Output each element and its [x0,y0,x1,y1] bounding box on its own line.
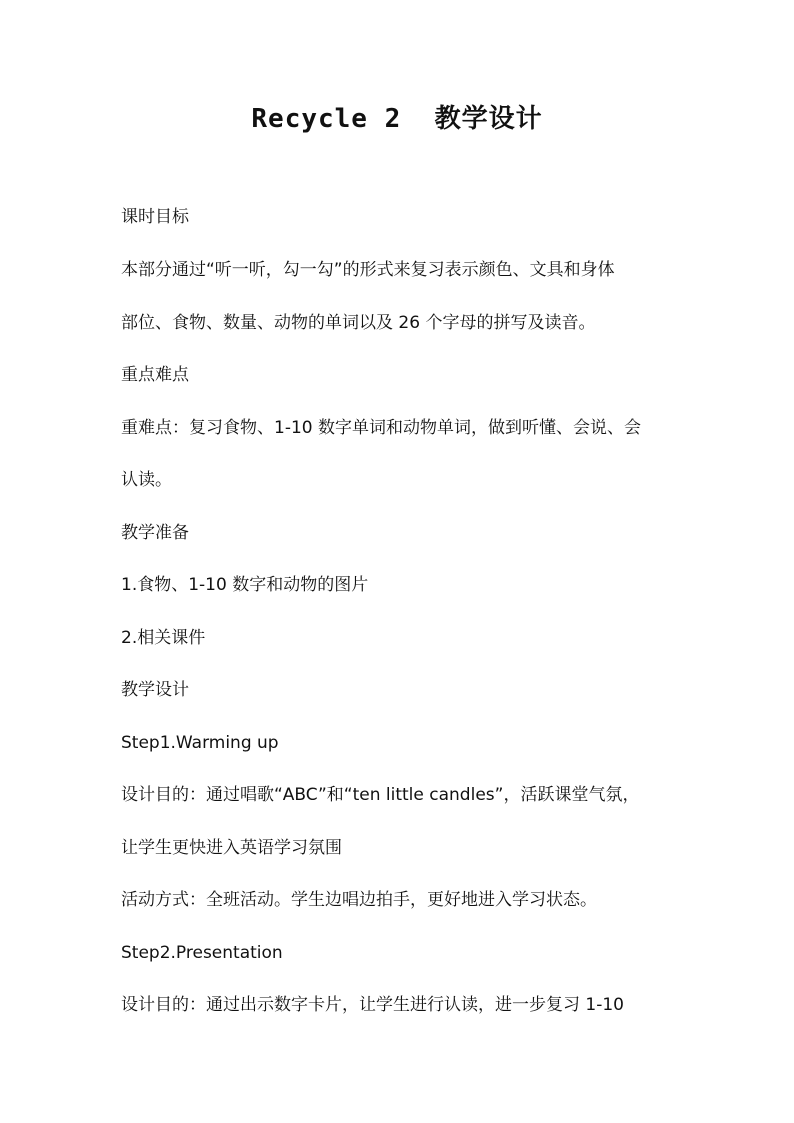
title-chinese: 教学设计 [434,104,543,134]
section-heading-design: 教学设计 [121,680,189,700]
section-heading-key-points: 重点难点 [121,365,189,385]
step-heading: Step2.Presentation [121,943,283,963]
paragraph-line: 认读。 [121,470,172,490]
paragraph-line: 让学生更快进入英语学习氛围 [121,838,342,858]
paragraph-line: 部位、食物、数量、动物的单词以及 26 个字母的拼写及读音。 [121,313,596,333]
paragraph-line: 活动方式：全班活动。学生边唱边拍手，更好地进入学习状态。 [121,890,597,910]
title-english: Recycle 2 [251,104,435,134]
list-item: 2.相关课件 [121,628,206,648]
list-item: 1.食物、1-10 数字和动物的图片 [121,575,369,595]
step-heading: Step1.Warming up [121,733,279,753]
paragraph-line: 重难点：复习食物、1-10 数字单词和动物单词，做到听懂、会说、会 [121,418,641,438]
section-heading-objectives: 课时目标 [121,207,189,227]
paragraph-line: 设计目的：通过出示数字卡片，让学生进行认读，进一步复习 1-10 [121,995,624,1015]
section-heading-preparation: 教学准备 [121,523,189,543]
paragraph-line: 设计目的：通过唱歌“ABC”和“ten little candles”，活跃课堂气氛， [121,785,640,805]
paragraph-line: 本部分通过“听一听，勾一勾”的形式来复习表示颜色、文具和身体 [121,260,615,280]
page-title [0,98,794,135]
